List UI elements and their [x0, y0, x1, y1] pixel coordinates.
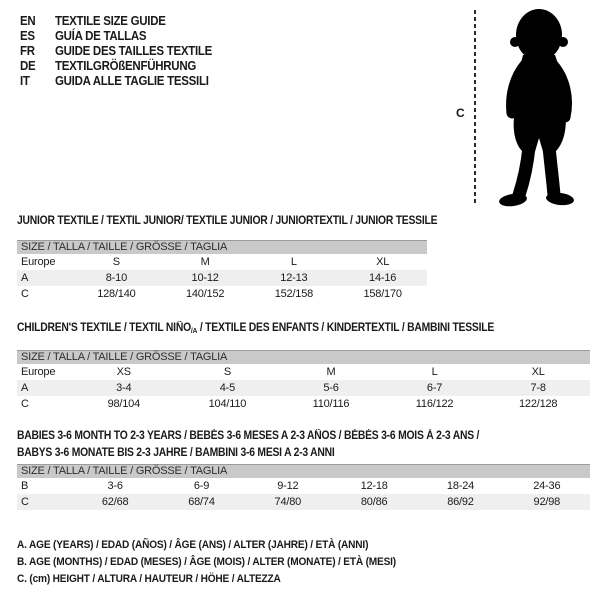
table-row — [17, 254, 427, 270]
language-title: TEXTILE SIZE GUIDE — [54, 14, 166, 28]
size-cell: 152/158 — [274, 288, 314, 300]
size-cell: XL — [376, 256, 390, 268]
table-row — [17, 270, 427, 286]
table-title — [17, 428, 533, 462]
size-cell: S — [112, 256, 120, 268]
height-measure-label: C — [456, 106, 465, 120]
row-label: B — [21, 480, 29, 492]
row-label: Europe — [21, 366, 56, 378]
table-title-line — [17, 320, 533, 339]
row-label: A — [21, 382, 29, 394]
size-cell: 8-10 — [105, 272, 127, 284]
size-cell: 128/140 — [97, 288, 136, 300]
size-cell: 18-24 — [446, 480, 475, 492]
size-header-band: SIZE / TALLA / TAILLE / GRÖSSE / TAGLIA — [17, 350, 590, 364]
junior-size-table — [17, 213, 438, 302]
size-cell: 158/170 — [363, 288, 402, 300]
size-cell: 14-16 — [369, 272, 397, 284]
children-size-table — [17, 320, 590, 412]
row-label: C — [21, 496, 29, 508]
language-row — [20, 74, 212, 89]
table-row — [17, 396, 590, 412]
size-cell: XS — [116, 366, 131, 378]
size-cell: M — [326, 366, 336, 378]
size-cell: 4-5 — [219, 382, 236, 394]
size-cell: 12-18 — [360, 480, 388, 492]
language-code: FR — [20, 44, 35, 58]
language-row — [20, 59, 212, 74]
baby-silhouette-icon — [487, 7, 587, 209]
table-row — [17, 380, 590, 396]
language-title: GUÍA DE TALLAS — [54, 29, 147, 43]
size-cell: 140/152 — [185, 288, 225, 300]
title-text: / TEXTILE DES ENFANTS / KINDERTEXTIL / BAMBINI TESSILE — [197, 322, 495, 334]
row-label: C — [21, 398, 29, 410]
table-body — [17, 478, 590, 510]
table-body — [17, 254, 427, 302]
language-code: DE — [20, 59, 36, 73]
size-cell: 12-13 — [280, 272, 308, 284]
language-row — [20, 29, 212, 44]
size-cell: 6-7 — [426, 382, 443, 394]
size-cell: 9-12 — [277, 480, 299, 492]
language-row — [20, 14, 212, 29]
babies-size-table — [17, 428, 590, 510]
table-title — [17, 320, 533, 339]
size-cell: 110/116 — [312, 398, 350, 410]
language-title: GUIDA ALLE TAGLIE TESSILI — [54, 74, 209, 88]
table-title-line — [17, 428, 533, 445]
size-cell: 122/128 — [518, 398, 558, 410]
row-label: C — [21, 288, 29, 300]
size-cell: 68/74 — [188, 496, 215, 508]
table-title-line — [17, 445, 533, 462]
size-cell: L — [431, 366, 438, 378]
title-text: BABIES 3-6 MONTH TO 2-3 YEARS / BEBÉS 3-6 MESES A 2-3 AÑOS / BÉBÉS 3-6 MOIS À 2-3 ANS / — [17, 430, 480, 442]
size-header-band: SIZE / TALLA / TAILLE / GRÖSSE / TAGLIA — [17, 464, 590, 478]
size-cell: 92/98 — [533, 496, 561, 508]
table-row — [17, 364, 590, 380]
size-cell: 5-6 — [323, 382, 339, 394]
size-cell: 6-9 — [193, 480, 210, 492]
size-cell: XL — [531, 366, 545, 378]
size-cell: S — [223, 366, 231, 378]
title-text: CHILDREN'S TEXTILE / TEXTIL NIÑO — [17, 322, 191, 334]
table-body — [17, 364, 590, 412]
size-cell: 116/122 — [415, 398, 454, 410]
size-cell: 3-4 — [116, 382, 132, 394]
language-code: EN — [20, 14, 36, 28]
size-cell: 98/104 — [107, 398, 141, 410]
language-row — [20, 44, 212, 59]
size-cell: L — [290, 256, 297, 268]
table-title — [17, 213, 438, 229]
table-title-line — [17, 213, 438, 229]
row-label: A — [21, 272, 29, 284]
table-row — [17, 478, 590, 494]
title-subscript: /A — [190, 326, 198, 335]
height-measure-dashed-line — [474, 10, 476, 206]
size-cell: 62/68 — [101, 496, 129, 508]
size-cell: 10-12 — [191, 272, 219, 284]
footnote-line: B. AGE (MONTHS) / EDAD (MESES) / ÂGE (MOIS) / ALTER (MONATE) / ETÀ (MESI) — [17, 556, 396, 568]
size-cell: M — [200, 256, 210, 268]
language-title: TEXTILGRÖßENFÜHRUNG — [54, 59, 197, 73]
size-cell: 7-8 — [530, 382, 546, 394]
table-row — [17, 494, 590, 510]
language-code: IT — [20, 74, 30, 88]
size-cell: 80/86 — [360, 496, 388, 508]
size-cell: 86/92 — [447, 496, 474, 508]
language-title: GUIDE DES TAILLES TEXTILE — [54, 44, 213, 58]
footnote-line: C. (cm) HEIGHT / ALTURA / HAUTEUR / HÖHE / ALTEZZA — [17, 573, 281, 585]
row-label: Europe — [21, 256, 56, 268]
size-cell: 104/110 — [208, 398, 247, 410]
table-row — [17, 286, 427, 302]
title-text: BABYS 3-6 MONATE BIS 2-3 JAHRE / BAMBINI 3-6 MESI A 2-3 ANNI — [17, 447, 335, 459]
footnotes — [17, 537, 429, 588]
size-cell: 24-36 — [533, 480, 561, 492]
size-cell: 74/80 — [274, 496, 302, 508]
language-title-list — [20, 14, 229, 89]
title-text: JUNIOR TEXTILE / TEXTIL JUNIOR/ TEXTILE JUNIOR / JUNIORTEXTIL / JUNIOR TESSILE — [17, 215, 438, 227]
language-code: ES — [20, 29, 35, 43]
size-cell: 3-6 — [107, 480, 123, 492]
footnote-line: A. AGE (YEARS) / EDAD (AÑOS) / ÂGE (ANS) / ALTER (JAHRE) / ETÀ (ANNI) — [17, 539, 369, 551]
size-header-band: SIZE / TALLA / TAILLE / GRÖSSE / TAGLIA — [17, 240, 427, 254]
